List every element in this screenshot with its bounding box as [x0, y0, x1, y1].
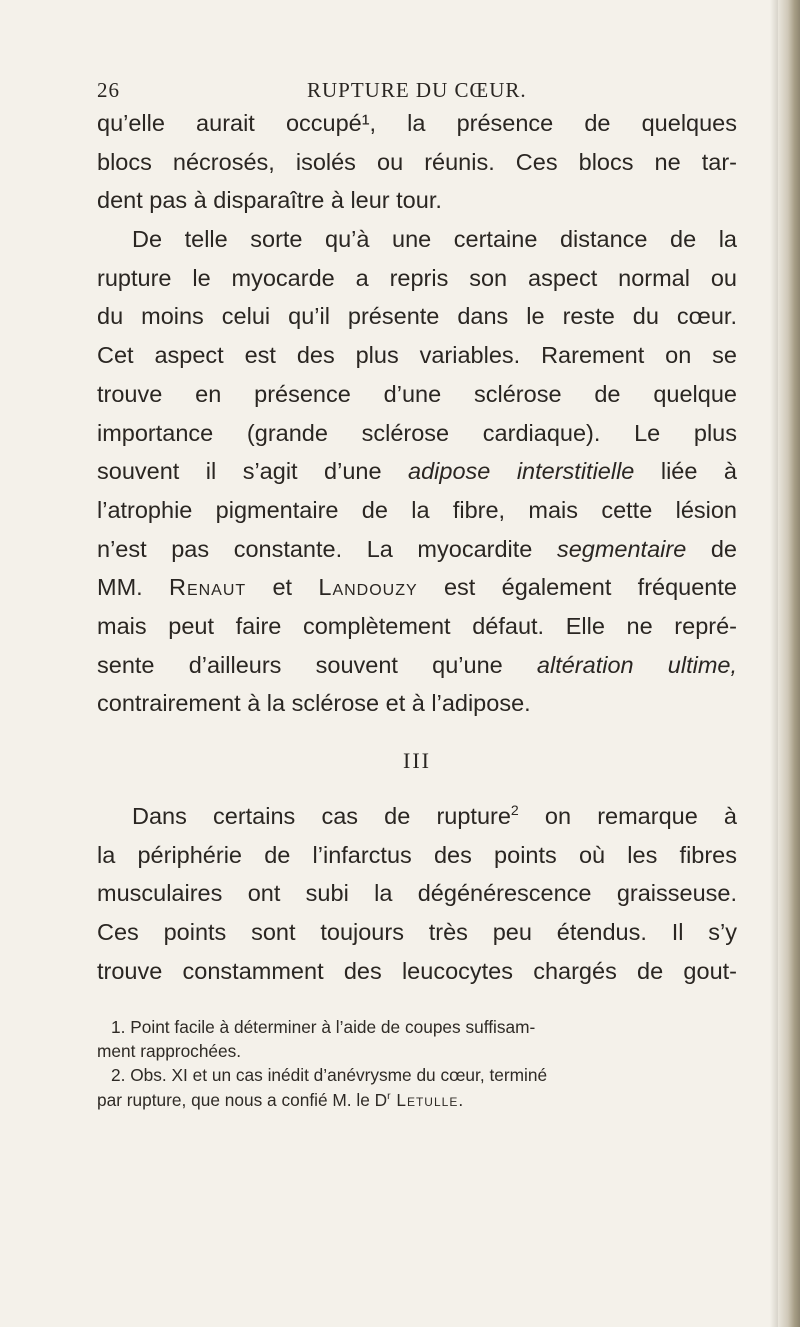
- paragraph-1: [97, 104, 737, 220]
- text-run: souvent il s’agit d’une: [97, 458, 409, 485]
- text-line: qu’elle aurait occupé¹, la présence de quelques: [97, 110, 737, 136]
- text-line: la périphérie de l’infarctus des points où les fibres: [97, 841, 737, 868]
- text-run: de: [686, 535, 738, 562]
- text-run: par rupture, que nous a confié M. le D: [97, 1089, 388, 1110]
- footnote-2-cont: [97, 1088, 737, 1112]
- author-name: Renaut: [168, 574, 247, 601]
- author-name: Landouzy: [318, 574, 418, 601]
- text-run: n’est pas constante. La myocardite: [97, 535, 557, 562]
- footnote-1-cont: ment rapprochées.: [97, 1041, 242, 1062]
- author-name: Letulle.: [390, 1089, 465, 1110]
- page-number: 26: [97, 78, 120, 102]
- footnote-2: 2. Obs. XI et un cas inédit d’anévrysme du cœur, terminé: [111, 1065, 548, 1086]
- text-line: [97, 452, 737, 491]
- running-title: RUPTURE DU CŒUR.: [307, 78, 527, 102]
- text-line: Ces points sont toujours très peu étendus. Il s’y: [97, 919, 737, 946]
- text-run: Dans certains cas de rupture: [132, 803, 511, 829]
- text-line: trouve en présence d’une sclérose de quelque: [97, 380, 737, 407]
- text-run: on remarque à: [518, 803, 737, 829]
- text-line: rupture le myocarde a repris son aspect normal ou: [97, 264, 737, 291]
- text-line: du moins celui qu’il présente dans le reste du cœur.: [97, 303, 737, 330]
- footnote-1: 1. Point facile à déterminer à l’aide de coupes suffisam-: [111, 1017, 536, 1037]
- text-run: est également fréquente: [417, 574, 737, 601]
- text-line: [97, 530, 737, 569]
- text-line: dent pas à disparaître à leur tour.: [97, 187, 442, 214]
- text-run: sente d’ailleurs souvent qu’une: [97, 651, 537, 678]
- text-line: musculaires ont subi la dégénérescence graisseuse.: [97, 880, 737, 907]
- text-line: De telle sorte qu’à une certaine distance de la: [132, 226, 737, 253]
- text-line: contrairement à la sclérose et à l’adipose.: [97, 690, 531, 717]
- footnotes: [97, 1015, 737, 1112]
- text-line: importance (grande sclérose cardiaque). Le plus: [97, 419, 737, 446]
- page-edge-shadow: [778, 0, 800, 1327]
- footnote-ref: 2: [510, 802, 519, 819]
- section-heading: III: [403, 748, 431, 773]
- text-line: [97, 797, 737, 836]
- text-line: l’atrophie pigmentaire de la fibre, mais cette lésion: [97, 496, 737, 523]
- italic-term: adipose interstitielle: [408, 458, 635, 485]
- italic-term: altération ultime,: [536, 651, 737, 678]
- text-line: [97, 646, 737, 685]
- page-gutter-shadow: [770, 0, 778, 1327]
- paragraph-2: [97, 220, 737, 723]
- italic-term: segmentaire: [556, 535, 687, 562]
- text-line: trouve constamment des leucocytes chargés de gout-: [97, 957, 737, 984]
- paragraph-3: [97, 797, 737, 990]
- body-text: [97, 104, 737, 990]
- text-run: MM.: [97, 574, 169, 601]
- text-line: [97, 568, 737, 607]
- text-run: et: [246, 574, 319, 601]
- text-line: mais peut faire complètement défaut. Elle ne repré-: [97, 612, 737, 639]
- text-line: Cet aspect est des plus variables. Rarement on se: [97, 342, 737, 369]
- superscript: r: [387, 1090, 391, 1102]
- text-line: blocs nécrosés, isolés ou réunis. Ces blocs ne tar-: [97, 148, 737, 175]
- text-run: liée à: [634, 458, 737, 485]
